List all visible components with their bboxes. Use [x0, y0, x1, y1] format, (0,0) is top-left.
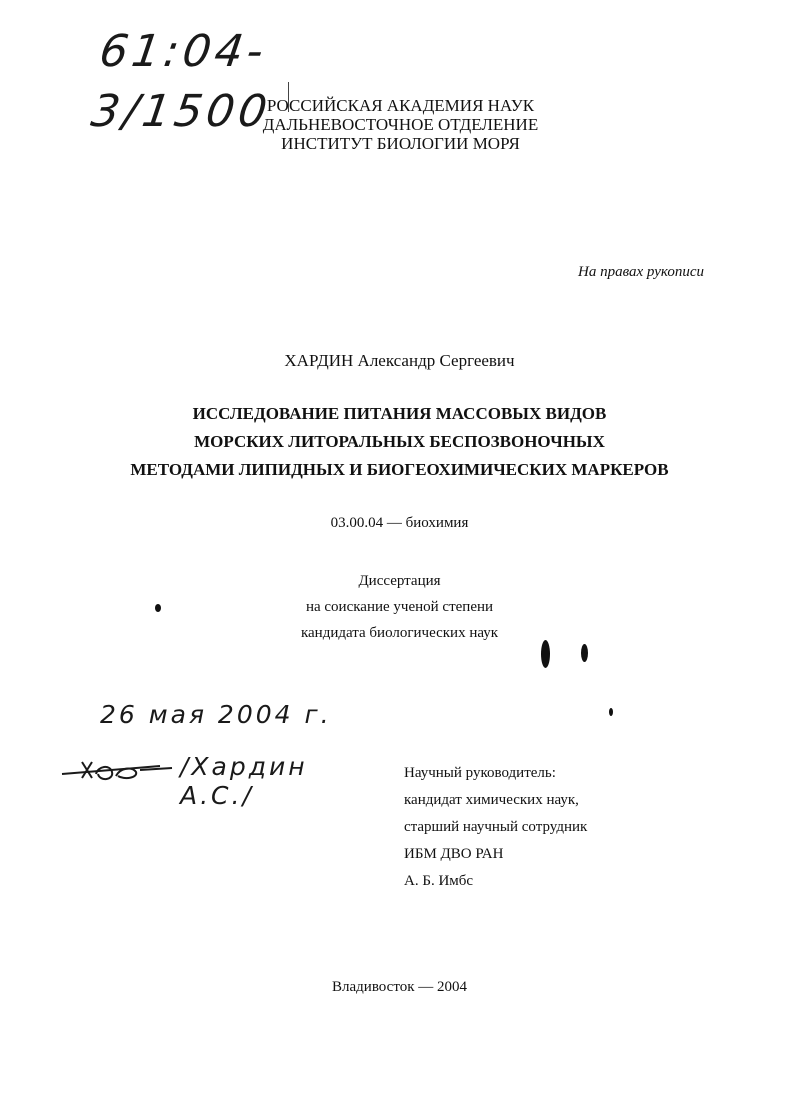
degree-line: кандидата биологических наук [300, 625, 499, 641]
ink-blot [155, 604, 161, 612]
handwritten-signature-name: /Хардин А.С./ [180, 752, 308, 810]
handwritten-date: 26 мая 2004 г. [100, 700, 332, 729]
city-year: Владивосток — 2004 [332, 979, 467, 995]
degree-line: на соискание ученой степени [305, 599, 494, 615]
institute-name: ИНСТИТУТ БИОЛОГИИ МОРЯ [281, 134, 520, 153]
degree-line: Диссертация [358, 573, 441, 589]
title-line: ИССЛЕДОВАНИЕ ПИТАНИЯ МАССОВЫХ ВИДОВ [192, 404, 607, 423]
advisor-line: Научный руководитель: [404, 765, 556, 781]
rights-note: На правах рукописи [578, 264, 704, 280]
ink-blot [581, 644, 588, 662]
institution-header [0, 96, 799, 153]
handwritten-archive-code: 61:04-3/1500 [88, 26, 275, 137]
specialty-code: 03.00.04 — биохимия [330, 515, 469, 531]
branch-name: ДАЛЬНЕВОСТОЧНОЕ ОТДЕЛЕНИЕ [262, 115, 539, 134]
advisor-line: старший научный сотрудник [404, 819, 588, 835]
academy-name: РОССИЙСКАЯ АКАДЕМИЯ НАУК [266, 96, 535, 115]
advisor-line: А. Б. Имбс [404, 873, 474, 889]
signature-scribble [60, 752, 180, 788]
title-line: МЕТОДАМИ ЛИПИДНЫХ И БИОГЕОХИМИЧЕСКИХ МАРКЕРОВ [130, 460, 669, 479]
dissertation-title [0, 400, 799, 484]
title-line: МОРСКИХ ЛИТОРАЛЬНЫХ БЕСПОЗВОНОЧНЫХ [194, 432, 605, 451]
degree-statement [0, 568, 799, 646]
ink-blot [609, 708, 613, 716]
advisor-line: ИБМ ДВО РАН [404, 846, 504, 862]
scientific-advisor [404, 760, 684, 895]
advisor-line: кандидат химических наук, [404, 792, 579, 808]
author-name: ХАРДИН Александр Сергеевич [284, 351, 515, 370]
ink-blot [541, 640, 550, 668]
